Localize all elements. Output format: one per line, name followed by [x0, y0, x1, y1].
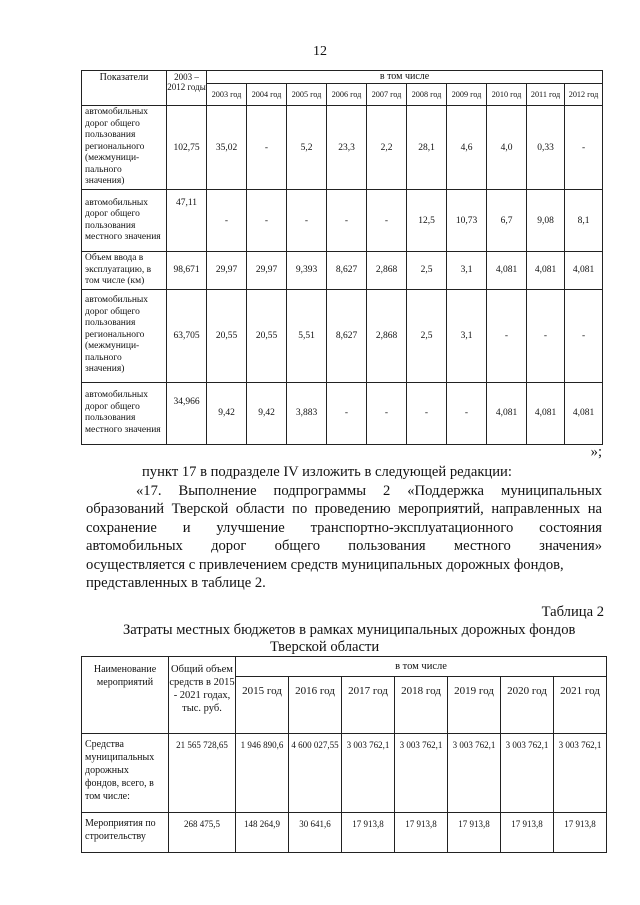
year-header: 2010 год: [487, 84, 527, 106]
cell-value: 8,627: [327, 289, 367, 382]
cell-value: 3 003 762,1: [554, 734, 607, 813]
year-header: 2016 год: [289, 677, 342, 734]
cell-value: 23,3: [327, 106, 367, 190]
paragraph-line: образований Тверской области по проведению мероприятий, направленных на: [86, 501, 602, 517]
year-header: 2017 год: [342, 677, 395, 734]
year-header: 2018 год: [395, 677, 448, 734]
road-indicators-table: [81, 70, 603, 445]
table-title: Затраты местных бюджетов в рамках муниципальных дорожных фондов: [123, 622, 576, 638]
paragraph-line: «17. Выполнение подпрограммы 2 «Поддержка муниципальных: [136, 483, 602, 499]
year-header: 2019 год: [448, 677, 501, 734]
paragraph-line: осуществляется с привлечением средств муниципальных дорожных фондов,: [86, 557, 564, 573]
cell-value: 1 946 890,6: [236, 734, 289, 813]
cell-value: -: [287, 190, 327, 252]
cell-value: 12,5: [407, 190, 447, 252]
cell-value: 5,51: [287, 289, 327, 382]
year-header: 2003 год: [207, 84, 247, 106]
cell-value: 17 913,8: [448, 813, 501, 853]
cell-value: -: [367, 382, 407, 444]
cell-value: 3 003 762,1: [395, 734, 448, 813]
cell-value: 17 913,8: [501, 813, 554, 853]
cell-value: -: [327, 382, 367, 444]
year-header: 2020 год: [501, 677, 554, 734]
table-row: [82, 382, 603, 444]
cell-value: 4,081: [565, 382, 603, 444]
row-total: 34,966: [167, 382, 207, 444]
row-label: автомобильных дорог общего пользования местного значения: [82, 382, 167, 444]
cell-value: 9,42: [247, 382, 287, 444]
table-label: Таблица 2: [541, 604, 604, 620]
cell-value: 29,97: [247, 252, 287, 290]
cell-value: 3 003 762,1: [342, 734, 395, 813]
cell-value: 2,5: [407, 289, 447, 382]
cell-value: 4,081: [527, 252, 565, 290]
cell-value: 4,081: [487, 252, 527, 290]
cell-value: -: [487, 289, 527, 382]
closing-quote: »;: [590, 444, 602, 460]
cell-value: 8,627: [327, 252, 367, 290]
paragraph-line: представленных в таблице 2.: [86, 575, 266, 591]
cell-value: 8,1: [565, 190, 603, 252]
cell-value: -: [247, 190, 287, 252]
row-total: 47,11: [167, 190, 207, 252]
cell-value: 2,868: [367, 252, 407, 290]
header-including: в том числе: [207, 71, 603, 84]
cell-value: 20,55: [247, 289, 287, 382]
cell-value: -: [207, 190, 247, 252]
paragraph-line: сохранение и улучшение транспортно-эксплуатационного состояния: [86, 520, 602, 536]
cell-value: 3 003 762,1: [448, 734, 501, 813]
cell-value: -: [407, 382, 447, 444]
table-row: [82, 734, 607, 813]
cell-value: 10,73: [447, 190, 487, 252]
cell-value: 3,1: [447, 289, 487, 382]
cell-value: 9,393: [287, 252, 327, 290]
row-label: Мероприятия по строительству: [82, 813, 169, 853]
table-row: [82, 252, 603, 290]
row-total: 102,75: [167, 106, 207, 190]
cell-value: -: [327, 190, 367, 252]
row-total: 98,671: [167, 252, 207, 290]
year-header: 2012 год: [565, 84, 603, 106]
row-total: 63,705: [167, 289, 207, 382]
cell-value: 4 600 027,55: [289, 734, 342, 813]
table-row: [82, 106, 603, 190]
row-total: 21 565 728,65: [169, 734, 236, 813]
year-header: 2004 год: [247, 84, 287, 106]
table-row: [82, 289, 603, 382]
cell-value: 3,883: [287, 382, 327, 444]
year-header: 2021 год: [554, 677, 607, 734]
year-header: 2005 год: [287, 84, 327, 106]
table-row: [82, 190, 603, 252]
row-label: автомобильных дорог общего пользования местного значения: [82, 190, 167, 252]
cell-value: 17 913,8: [554, 813, 607, 853]
cell-value: -: [565, 106, 603, 190]
table-title-region: Тверской области: [270, 639, 380, 655]
cell-value: 2,5: [407, 252, 447, 290]
cell-value: -: [247, 106, 287, 190]
header-total: 2003 – 2012 годы: [167, 71, 207, 106]
cell-value: 4,081: [487, 382, 527, 444]
cell-value: 2,868: [367, 289, 407, 382]
row-total: 268 475,5: [169, 813, 236, 853]
header-including: в том числе: [236, 657, 607, 677]
year-header: 2006 год: [327, 84, 367, 106]
cell-value: 17 913,8: [395, 813, 448, 853]
header-total: Общий объем средств в 2015 - 2021 годах, тыс. руб.: [169, 657, 236, 734]
road-fund-costs-table: [81, 656, 607, 853]
cell-value: 4,081: [527, 382, 565, 444]
cell-value: 5,2: [287, 106, 327, 190]
table-row: [82, 813, 607, 853]
cell-value: 30 641,6: [289, 813, 342, 853]
cell-value: 4,6: [447, 106, 487, 190]
row-label: автомобильных дорог общего пользования регионального (межмуници-пального значения): [82, 106, 167, 190]
header-indicators: Показатели: [82, 71, 167, 106]
paragraph-amend: пункт 17 в подразделе IV изложить в следующей редакции:: [142, 464, 512, 480]
cell-value: 9,08: [527, 190, 565, 252]
year-header: 2015 год: [236, 677, 289, 734]
year-header: 2008 год: [407, 84, 447, 106]
cell-value: 148 264,9: [236, 813, 289, 853]
year-header: 2007 год: [367, 84, 407, 106]
paragraph-line: автомобильных дорог общего пользования местного значения»: [86, 538, 602, 554]
cell-value: 20,55: [207, 289, 247, 382]
cell-value: 0,33: [527, 106, 565, 190]
cell-value: 28,1: [407, 106, 447, 190]
cell-value: 4,081: [565, 252, 603, 290]
row-label: Средства муниципальных дорожных фондов, всего, в том числе:: [82, 734, 169, 813]
row-label: Объем ввода в эксплуатацию, в том числе (км): [82, 252, 167, 290]
cell-value: 3 003 762,1: [501, 734, 554, 813]
cell-value: 6,7: [487, 190, 527, 252]
row-label: автомобильных дорог общего пользования регионального (межмуници-пального значения): [82, 289, 167, 382]
cell-value: 9,42: [207, 382, 247, 444]
cell-value: -: [447, 382, 487, 444]
cell-value: 2,2: [367, 106, 407, 190]
page-number: 12: [313, 44, 327, 59]
cell-value: 3,1: [447, 252, 487, 290]
cell-value: 4,0: [487, 106, 527, 190]
cell-value: -: [527, 289, 565, 382]
header-name: Наименование мероприятий: [82, 657, 169, 734]
year-header: 2011 год: [527, 84, 565, 106]
year-header: 2009 год: [447, 84, 487, 106]
cell-value: -: [565, 289, 603, 382]
cell-value: 35,02: [207, 106, 247, 190]
cell-value: -: [367, 190, 407, 252]
cell-value: 17 913,8: [342, 813, 395, 853]
cell-value: 29,97: [207, 252, 247, 290]
